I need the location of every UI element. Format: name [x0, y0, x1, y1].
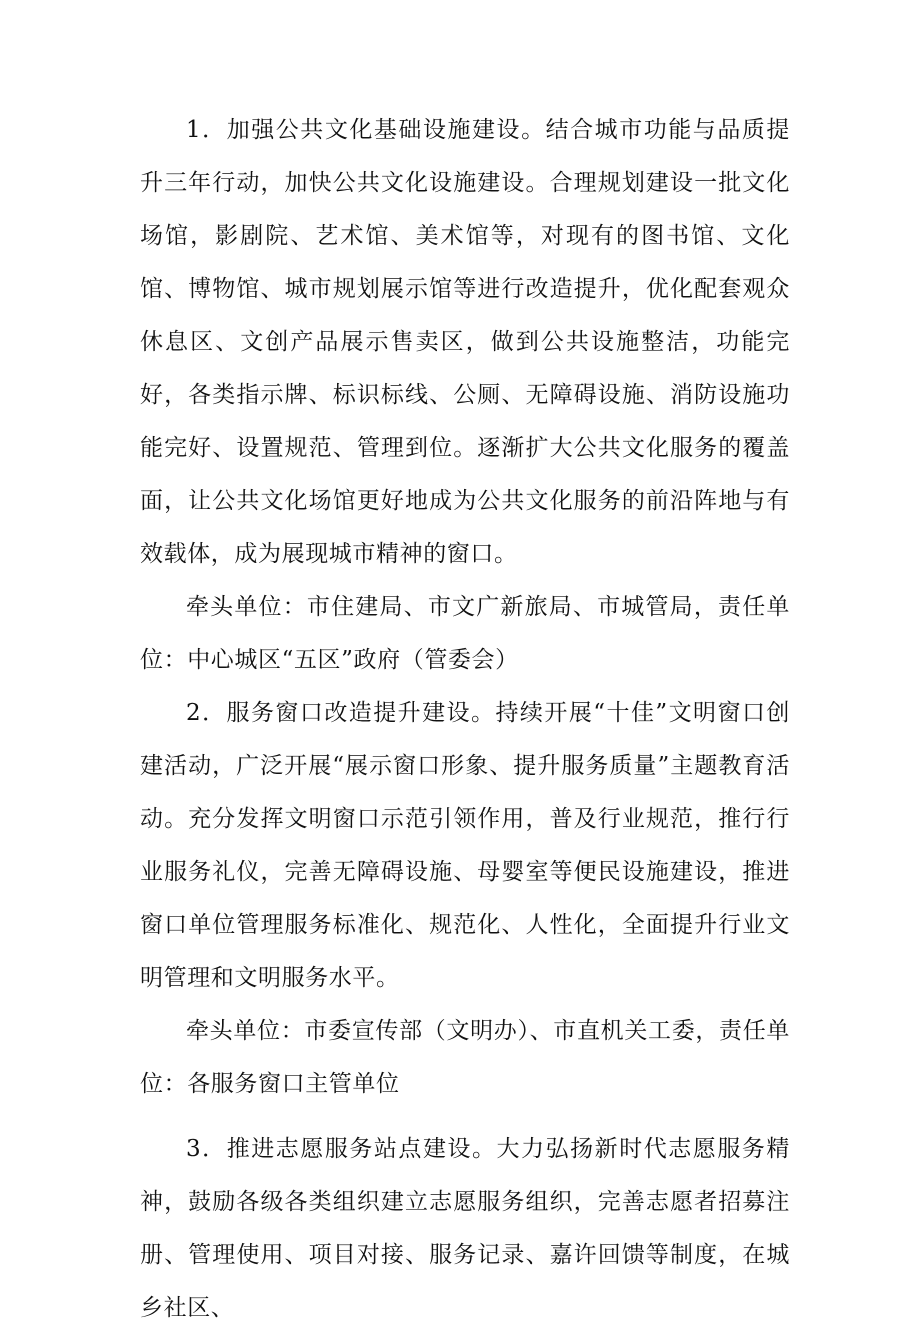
paragraph-item-1: 1．加强公共文化基础设施建设。结合城市功能与品质提升三年行动，加快公共文化设施建设。合理规划建设一批文化场馆，影剧院、艺术馆、美术馆等，对现有的图书馆、文化馆、博物馆、城市规划展示馆等进行改造提升，优化配套观众休息区、文创产品展示售卖区，做到公共设施整洁，功能完好，各类指示牌、标识标线、公厕、无障碍设施、消防设施功能完好、设置规范、管理到位。逐渐扩大公共文化服务的覆盖面，让公共文化场馆更好地成为公共文化服务的前沿阵地与有效载体，成为展现城市精神的窗口。 — [140, 117, 790, 567]
paragraph-item-3: 3．推进志愿服务站点建设。大力弘扬新时代志愿服务精神，鼓励各级各类组织建立志愿服务组织，完善志愿者招募注册、管理使用、项目对接、服务记录、嘉许回馈等制度，在城乡社区、 — [140, 1136, 790, 1321]
document-body — [140, 104, 790, 1335]
paragraph-item-2: 2．服务窗口改造提升建设。持续开展“十佳”文明窗口创建活动，广泛开展“展示窗口形象、提升服务质量”主题教育活动。充分发挥文明窗口示范引领作用，普及行业规范，推行行业服务礼仪，完善无障碍设施、母婴室等便民设施建设，推进窗口单位管理服务标准化、规范化、人性化，全面提升行业文明管理和文明服务水平。 — [140, 700, 790, 991]
paragraph-item-1-responsible-units: 牵头单位：市住建局、市文广新旅局、市城管局，责任单位：中心城区“五区”政府（管委会） — [140, 594, 790, 673]
paragraph-item-2-responsible-units: 牵头单位：市委宣传部（文明办）、市直机关工委，责任单位：各服务窗口主管单位 — [140, 1018, 790, 1097]
